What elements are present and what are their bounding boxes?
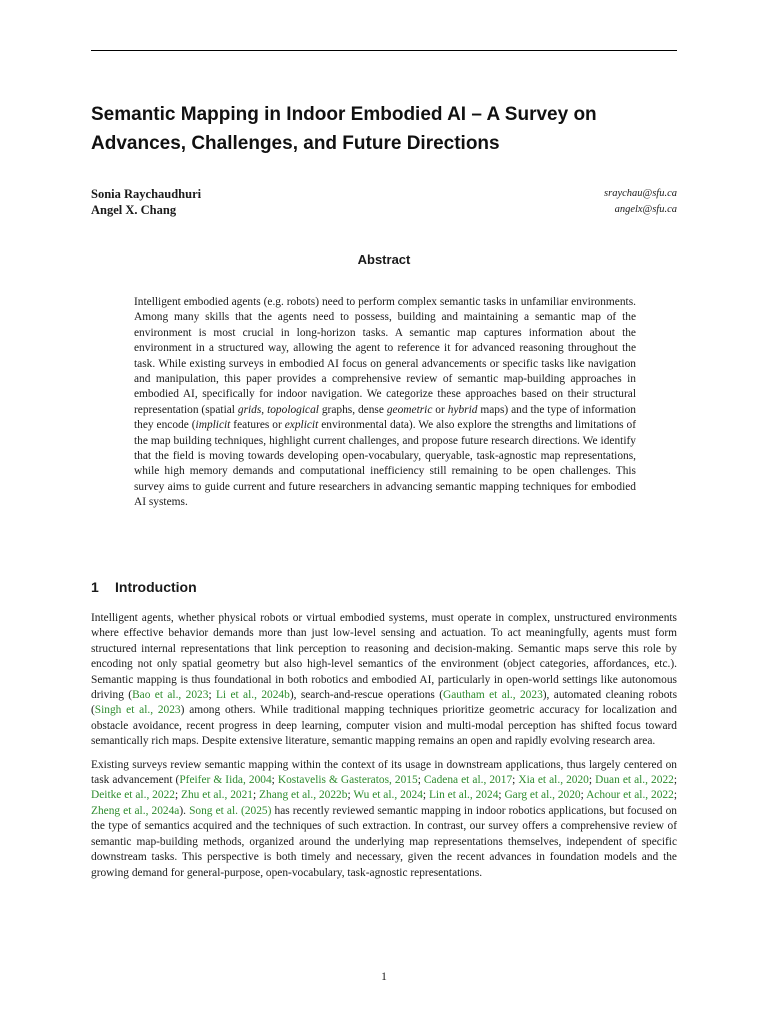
text-run: maps) and the type of information they encode ( [134, 403, 636, 432]
abstract-heading: Abstract [357, 252, 411, 267]
paper-title: Semantic Mapping in Indoor Embodied AI – A Survey on Advances, Challenges, and Future Directions [91, 104, 597, 154]
citation-link[interactable]: Duan et al., 2022 [595, 774, 674, 787]
text-run: ; [512, 774, 519, 787]
section-heading [91, 579, 197, 595]
section-title: Introduction [115, 579, 197, 595]
citation-link[interactable]: Wu et al., 2024 [353, 789, 423, 802]
emphasis-text: geometric [386, 403, 433, 416]
text-run: ; [208, 689, 216, 702]
emphasis-text: grids [237, 403, 262, 416]
text-run: or [432, 403, 448, 416]
text-run: ; [588, 774, 596, 787]
author-block [91, 186, 677, 218]
page-number: 1 [381, 971, 387, 983]
paragraph [91, 611, 677, 750]
text-run: ; [580, 789, 587, 802]
citation-link[interactable]: Zhang et al., 2022b [259, 789, 348, 802]
author-name: Angel X. Chang [91, 203, 177, 217]
text-run: ) among others. While traditional mapping techniques prioritize geometric accuracy for localization and obstacle avoidance, recent progress in deep learning, computer vision and multi-modal perception has shifted focus toward semantically rich maps. Despite extensive literature, semantic mapping remains an open and rapidly evolving research area. [91, 704, 677, 748]
citation-link[interactable]: Bao et al., 2023 [132, 689, 209, 702]
paragraph [91, 758, 677, 881]
text-run: Intelligent embodied agents (e.g. robots) need to perform complex semantic tasks in unfamiliar environments. Among many skills that the agents need to possess, building and maintaining a semantic map of the environment is most crucial in long-horizon tasks. A semantic map captures information about the environment in a structured way, allowing the agent to reference it for advanced reasoning throughout the task. While existing surveys in embodied AI focus on general advancements or specific tasks like navigation and manipulation, this paper provides a comprehensive review of semantic map-building approaches in embodied AI, specifically for indoor navigation. We categorize these approaches based on their structural representation (spatial [134, 296, 636, 416]
text-run: ; [174, 789, 182, 802]
text-run: Intelligent agents, whether physical robots or virtual embodied systems, must operate in complex, unstructured environments where effective behavior demands more than just low-level sensing and actuation. To act meaningfully, agents must form structured internal representations that link perception to reasoning and decision-making. Semantic maps serve this role by encoding not only spatial geometry but also high-level semantics of the environment (object categories, affordances, etc.). Semantic mapping is thus foundational in both robotics and embodied AI, particularly in open-world settings like autonomous driving ( [91, 612, 677, 702]
emphasis-text: topological [267, 403, 319, 416]
text-run: ; [673, 774, 678, 787]
text-run: environmental data). We also explore the strengths and limitations of the map building techniques, highlight current challenges, and propose future research directions. We identify that the field is moving towards developing open-vocabulary, queryable, task-agnostic map representations, while high memory demands and computational inefficiency still remaining to be open challenges. This survey aims to guide current and future researchers in advancing semantic mapping techniques for embodied AI systems. [134, 419, 637, 509]
citation-link[interactable]: Singh et al., 2023 [94, 704, 181, 717]
text-run: ; [252, 789, 260, 802]
text-run: ; [498, 789, 505, 802]
emphasis-text: explicit [284, 419, 319, 432]
text-run: , [261, 403, 268, 416]
text-run: ; [417, 774, 424, 787]
citation-link[interactable]: Pfeifer & Iida, 2004 [179, 774, 272, 787]
text-run: ; [422, 789, 429, 802]
text-run: has recently reviewed semantic mapping in indoor robotics applications, but focused on the type of semantics acquired and the techniques of such extraction. In contrast, our survey offers a comprehensive review of semantic map-building methods, organized around the underlying map representations themselves, independent of specific downstream tasks. This perspective is both timely and necessary, given the recent advances in foundation models and the growing demand for general-purpose, open-vocabulary, task-agnostic representations. [91, 804, 677, 879]
text-run: graphs, dense [318, 403, 387, 416]
citation-link[interactable]: Garg et al., 2020 [504, 789, 581, 802]
text-run: ). [179, 804, 190, 817]
citation-link[interactable]: Li et al., 2024b [215, 689, 290, 702]
citation-link[interactable]: Xia et al., 2020 [518, 774, 589, 787]
abstract-body [134, 295, 636, 511]
author-name: Sonia Raychaudhuri [91, 187, 202, 201]
citation-link[interactable]: Song et al. (2025) [189, 804, 272, 817]
text-run: Existing surveys review semantic mapping within the context of its usage in downstream applications, thus largely centered on task advancement ( [91, 758, 677, 787]
citation-link[interactable]: Kostavelis & Gasteratos, 2015 [277, 774, 418, 787]
top-rule [91, 50, 677, 51]
text-run: ), automated cleaning robots ( [91, 689, 678, 717]
author-email[interactable]: angelx@sfu.ca [614, 204, 677, 215]
emphasis-text: implicit [195, 419, 231, 432]
citation-link[interactable]: Gautham et al., 2023 [443, 689, 543, 702]
citation-link[interactable]: Deitke et al., 2022 [91, 789, 175, 802]
emphasis-text: hybrid [447, 403, 478, 416]
citation-link[interactable]: Zhu et al., 2021 [181, 789, 253, 802]
author-row [91, 202, 677, 218]
introduction-body [91, 611, 677, 889]
text-run: ; [347, 789, 354, 802]
citation-link[interactable]: Lin et al., 2024 [428, 789, 499, 802]
section-number: 1 [91, 579, 99, 595]
text-run: ; [673, 789, 677, 802]
citation-link[interactable]: Zheng et al., 2024a [91, 804, 180, 817]
text-run: ), search-and-rescue operations ( [289, 689, 443, 702]
text-run: features or [230, 419, 285, 432]
citation-link[interactable]: Cadena et al., 2017 [423, 774, 513, 787]
author-email[interactable]: sraychau@sfu.ca [604, 188, 677, 199]
text-run: ; [271, 774, 278, 787]
citation-link[interactable]: Achour et al., 2022 [586, 789, 674, 802]
author-row [91, 186, 677, 202]
